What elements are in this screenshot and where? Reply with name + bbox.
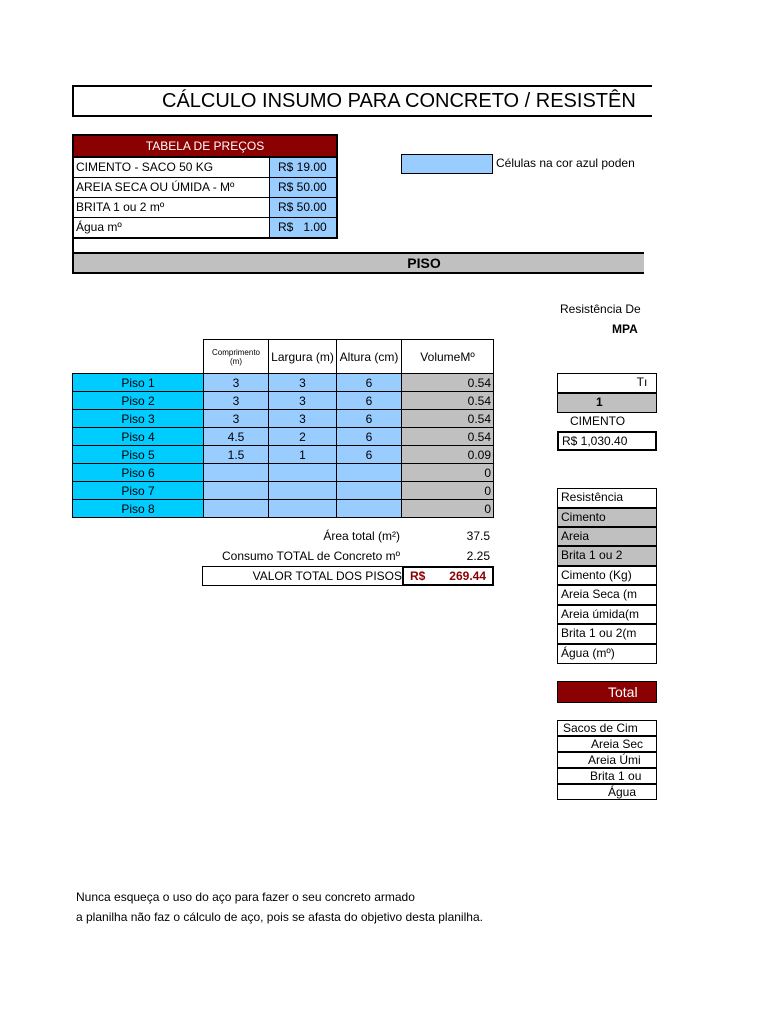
prop-areia-seca: Areia Seca (m — [557, 585, 657, 605]
valor-total-label: VALOR TOTAL DOS PISOS — [252, 569, 402, 583]
price-row — [72, 178, 338, 198]
largura-input[interactable] — [269, 464, 337, 482]
altura-input[interactable] — [337, 482, 402, 500]
floor-table — [72, 339, 494, 518]
header-comprimento: Comprimento (m) — [204, 340, 269, 374]
volume-value: 0.54 — [402, 374, 494, 392]
altura-input[interactable]: 6 — [337, 446, 402, 464]
floor-name: Piso 8 — [73, 500, 204, 518]
largura-input[interactable]: 3 — [269, 374, 337, 392]
largura-input[interactable]: 3 — [269, 392, 337, 410]
largura-input[interactable] — [269, 482, 337, 500]
cimento-value: R$ 1,030.40 — [557, 431, 657, 451]
table-row — [73, 464, 494, 482]
altura-input[interactable]: 6 — [337, 392, 402, 410]
floor-name: Piso 5 — [73, 446, 204, 464]
qty-agua: Água — [557, 784, 657, 800]
page-title: CÁLCULO INSUMO PARA CONCRETO / RESISTÊN — [72, 85, 652, 117]
table-row — [73, 374, 494, 392]
price-value-input[interactable]: R$ 19.00 — [270, 158, 336, 177]
prop-resistencia: Resistência — [557, 488, 657, 508]
price-label: CIMENTO - SACO 50 KG — [74, 158, 270, 177]
blank-cell — [73, 340, 204, 374]
total-header: Total — [557, 681, 657, 703]
price-label: AREIA SECA OU ÚMIDA - Mº — [74, 178, 270, 197]
comprimento-input[interactable]: 3 — [204, 374, 269, 392]
cimento-label: CIMENTO — [570, 414, 626, 428]
currency-symbol: R$ — [410, 569, 426, 583]
price-value-input[interactable]: R$ 50.00 — [270, 198, 336, 217]
comprimento-input[interactable]: 3 — [204, 410, 269, 428]
price-table-header: TABELA DE PREÇOS — [72, 134, 338, 158]
floor-name: Piso 2 — [73, 392, 204, 410]
price-row — [72, 198, 338, 218]
area-total-value: 37.5 — [466, 529, 490, 543]
valor-total-box — [202, 566, 493, 586]
table-row — [73, 482, 494, 500]
mpa-label: MPA — [612, 322, 638, 336]
largura-input[interactable] — [269, 500, 337, 518]
table-header-row — [73, 340, 494, 374]
qty-brita: Brita 1 ou — [557, 768, 657, 784]
comprimento-input[interactable]: 3 — [204, 392, 269, 410]
floor-name: Piso 1 — [73, 374, 204, 392]
price-value-input[interactable]: R$ 50.00 — [270, 178, 336, 197]
prop-cimento: Cimento — [557, 508, 657, 527]
largura-input[interactable]: 1 — [269, 446, 337, 464]
largura-input[interactable]: 2 — [269, 428, 337, 446]
table-row — [73, 392, 494, 410]
price-row — [72, 158, 338, 178]
largura-input[interactable]: 3 — [269, 410, 337, 428]
altura-input[interactable]: 6 — [337, 374, 402, 392]
note-line: a planilha não faz o cálculo de aço, pois se afasta do objetivo desta planilha. — [76, 910, 483, 924]
volume-value: 0.54 — [402, 410, 494, 428]
valor-total-value — [402, 566, 494, 586]
volume-value: 0 — [402, 500, 494, 518]
table-row — [73, 500, 494, 518]
prop-brita: Brita 1 ou 2 — [557, 546, 657, 566]
price-label: BRITA 1 ou 2 mº — [74, 198, 270, 217]
price-label: Água mº — [74, 218, 270, 237]
area-total-label: Área total (m²) — [323, 529, 400, 543]
price-value-input[interactable]: R$ 1.00 — [270, 218, 336, 237]
floor-name: Piso 4 — [73, 428, 204, 446]
header-altura: Altura (cm) — [337, 340, 402, 374]
prop-agua: Água (mº) — [557, 644, 657, 664]
header-volume: VolumeMº — [402, 340, 494, 374]
qty-sacos: Sacos de Cim — [557, 720, 657, 736]
section-header: PISO — [72, 252, 644, 274]
prop-brita-m3: Brita 1 ou 2(m — [557, 624, 657, 644]
volume-value: 0 — [402, 464, 494, 482]
volume-value: 0 — [402, 482, 494, 500]
prop-areia-umida: Areia úmida(m — [557, 605, 657, 624]
volume-value: 0.54 — [402, 392, 494, 410]
total-amount: 269.44 — [449, 569, 486, 583]
frame-line — [72, 232, 74, 254]
resistencia-label: Resistência De — [560, 302, 641, 316]
table-row — [73, 410, 494, 428]
t-value: 1 — [557, 393, 657, 413]
comprimento-input[interactable] — [204, 482, 269, 500]
header-largura: Largura (m) — [269, 340, 337, 374]
floor-name: Piso 3 — [73, 410, 204, 428]
altura-input[interactable]: 6 — [337, 410, 402, 428]
consumo-total-value: 2.25 — [466, 549, 490, 563]
qty-areia-seca: Areia Sec — [557, 736, 657, 752]
comprimento-input[interactable] — [204, 500, 269, 518]
volume-value: 0.09 — [402, 446, 494, 464]
blue-legend-swatch — [401, 154, 493, 174]
comprimento-input[interactable]: 1.5 — [204, 446, 269, 464]
table-row — [73, 446, 494, 464]
legend-text: Células na cor azul poden — [496, 156, 635, 170]
comprimento-input[interactable]: 4.5 — [204, 428, 269, 446]
floor-name: Piso 6 — [73, 464, 204, 482]
volume-value: 0.54 — [402, 428, 494, 446]
note-line: Nunca esqueça o uso do aço para fazer o seu concreto armado — [76, 890, 415, 904]
price-row — [72, 218, 338, 239]
altura-input[interactable] — [337, 500, 402, 518]
right-panel — [550, 290, 648, 810]
prop-areia: Areia — [557, 527, 657, 546]
consumo-total-label: Consumo TOTAL de Concreto mº — [221, 549, 400, 563]
t-header: Tı — [557, 373, 657, 393]
altura-input[interactable]: 6 — [337, 428, 402, 446]
comprimento-input[interactable] — [204, 464, 269, 482]
prop-cimento-kg: Cimento (Kg) — [557, 566, 657, 585]
price-table — [72, 134, 338, 239]
altura-input[interactable] — [337, 464, 402, 482]
qty-areia-umida: Areia Úmi — [557, 752, 657, 768]
floor-name: Piso 7 — [73, 482, 204, 500]
table-row — [73, 428, 494, 446]
